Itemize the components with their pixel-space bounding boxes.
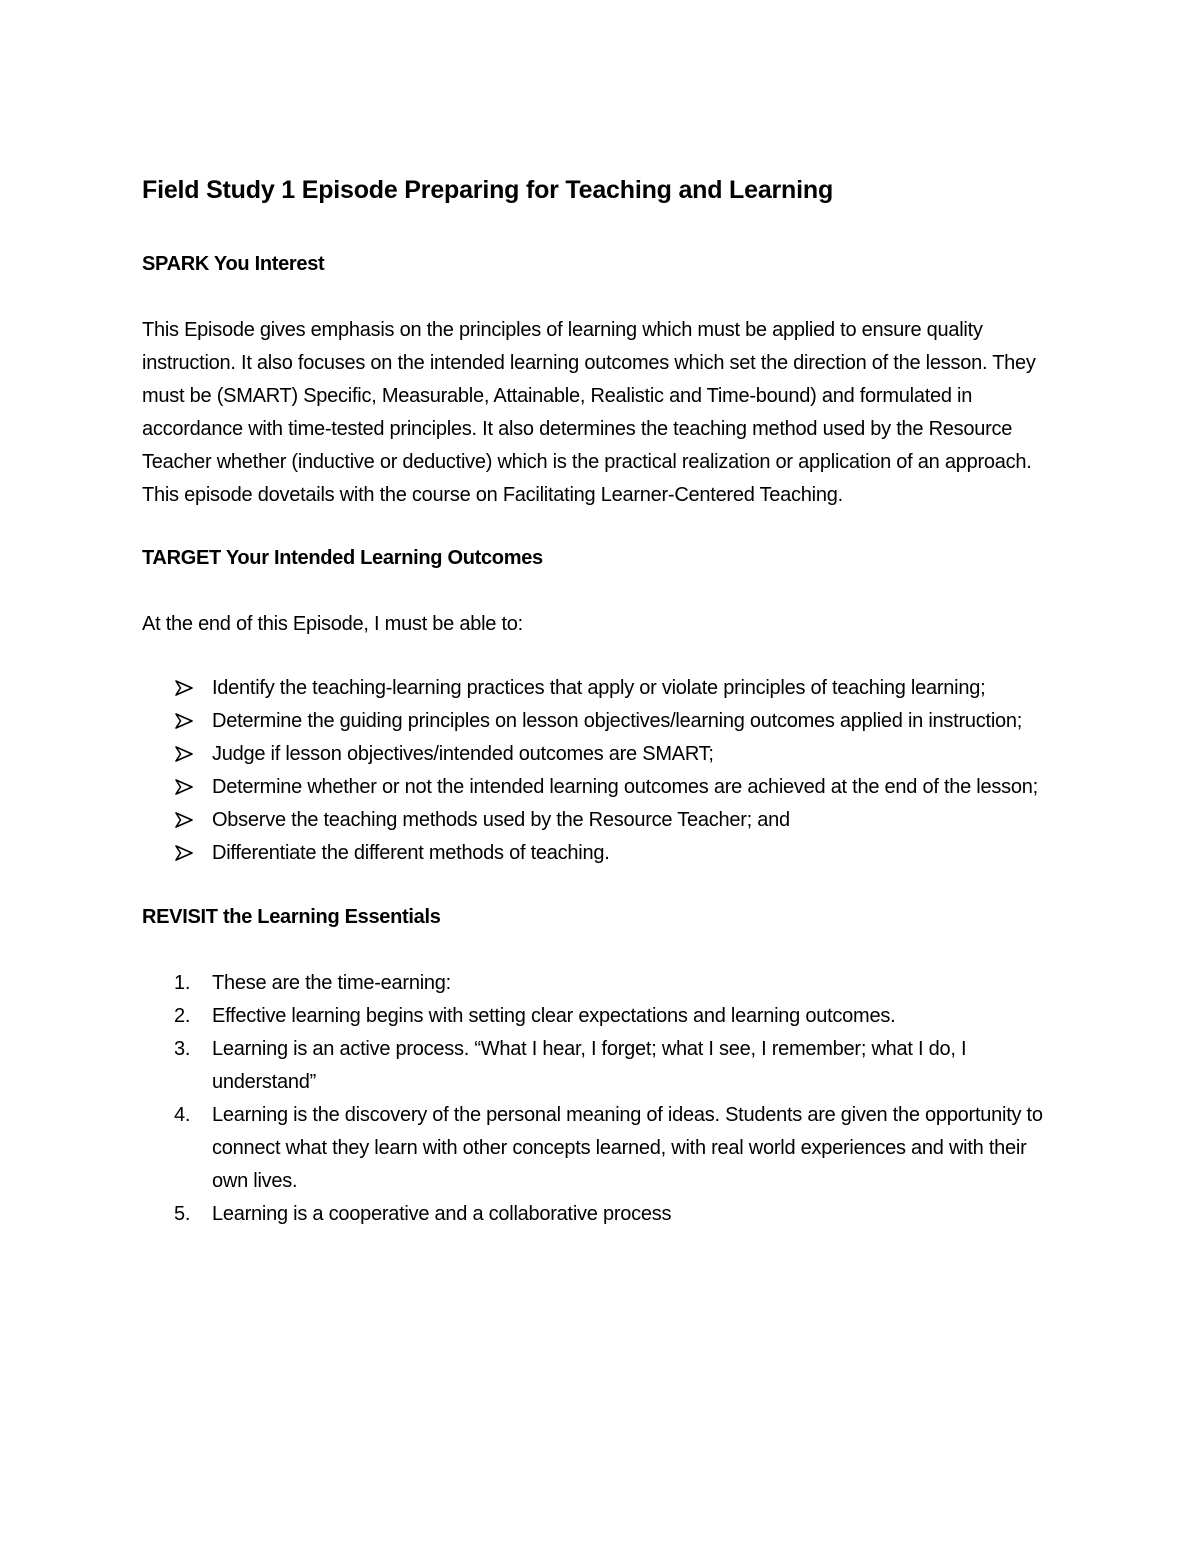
list-item-text: Learning is a cooperative and a collaborative process xyxy=(212,1203,672,1225)
spark-paragraph: This Episode gives emphasis on the principles of learning which must be applied to ensure quality instruction. It also focuses on the intended learning outcomes which set the direction of the lesson. They must be (SMART) Specific, Measurable, Attainable, Realistic and Time-bound) and formulated in accordance with time-tested principles. It also determines the teaching method used by the Resource Teacher whether (inductive or deductive) which is the practical realization or application of an approach. This episode dovetails with the course on Facilitating Learner-Centered Teaching. xyxy=(142,319,1036,506)
arrow-bullet-icon xyxy=(175,804,205,828)
target-heading: TARGET Your Intended Learning Outcomes xyxy=(142,547,543,569)
list-item xyxy=(142,837,1062,870)
revisit-heading: REVISIT the Learning Essentials xyxy=(142,906,441,928)
list-item xyxy=(142,1000,1062,1033)
list-item-text: Identify the teaching-learning practices that apply or violate principles of teaching learning; xyxy=(212,677,986,699)
list-item-text: Learning is an active process. “What I hear, I forget; what I see, I remember; what I do, I understand” xyxy=(212,1038,967,1093)
list-item-text: Judge if lesson objectives/intended outcomes are SMART; xyxy=(212,743,714,765)
target-intro: At the end of this Episode, I must be able to: xyxy=(142,613,523,635)
list-item xyxy=(142,1033,1062,1099)
list-item xyxy=(142,967,1062,1000)
list-item-text: Effective learning begins with setting clear expectations and learning outcomes. xyxy=(212,1005,896,1027)
list-item-text: Determine the guiding principles on lesson objectives/learning outcomes applied in instruction; xyxy=(212,710,1023,732)
list-item-number: 4. xyxy=(174,1104,191,1126)
spark-heading: SPARK You Interest xyxy=(142,253,325,275)
list-item-number: 2. xyxy=(174,1005,191,1027)
list-item xyxy=(142,738,1062,771)
list-item-text: Learning is the discovery of the personal meaning of ideas. Students are given the opportunity to connect what they learn with other concepts learned, with real world experiences and with their own lives. xyxy=(212,1104,1043,1192)
arrow-bullet-icon xyxy=(175,672,205,696)
list-item-text: These are the time-earning: xyxy=(212,972,451,994)
arrow-bullet-icon xyxy=(175,837,205,861)
list-item xyxy=(142,771,1062,804)
list-item-number: 3. xyxy=(174,1038,191,1060)
list-item-number: 1. xyxy=(174,972,191,994)
list-item xyxy=(142,804,1062,837)
list-item xyxy=(142,1099,1062,1198)
list-item xyxy=(142,1198,1062,1231)
document-body xyxy=(142,172,1062,1263)
arrow-bullet-icon xyxy=(175,738,205,762)
outcomes-list xyxy=(142,672,1062,870)
essentials-list xyxy=(142,967,1062,1231)
document-title: Field Study 1 Episode Preparing for Teaching and Learning xyxy=(142,176,834,204)
list-item-text: Observe the teaching methods used by the Resource Teacher; and xyxy=(212,809,790,831)
list-item-text: Differentiate the different methods of teaching. xyxy=(212,842,610,864)
list-item-text: Determine whether or not the intended learning outcomes are achieved at the end of the lesson; xyxy=(212,776,1038,798)
list-item-number: 5. xyxy=(174,1203,191,1225)
arrow-bullet-icon xyxy=(175,705,205,729)
list-item xyxy=(142,705,1062,738)
arrow-bullet-icon xyxy=(175,771,205,795)
list-item xyxy=(142,672,1062,705)
